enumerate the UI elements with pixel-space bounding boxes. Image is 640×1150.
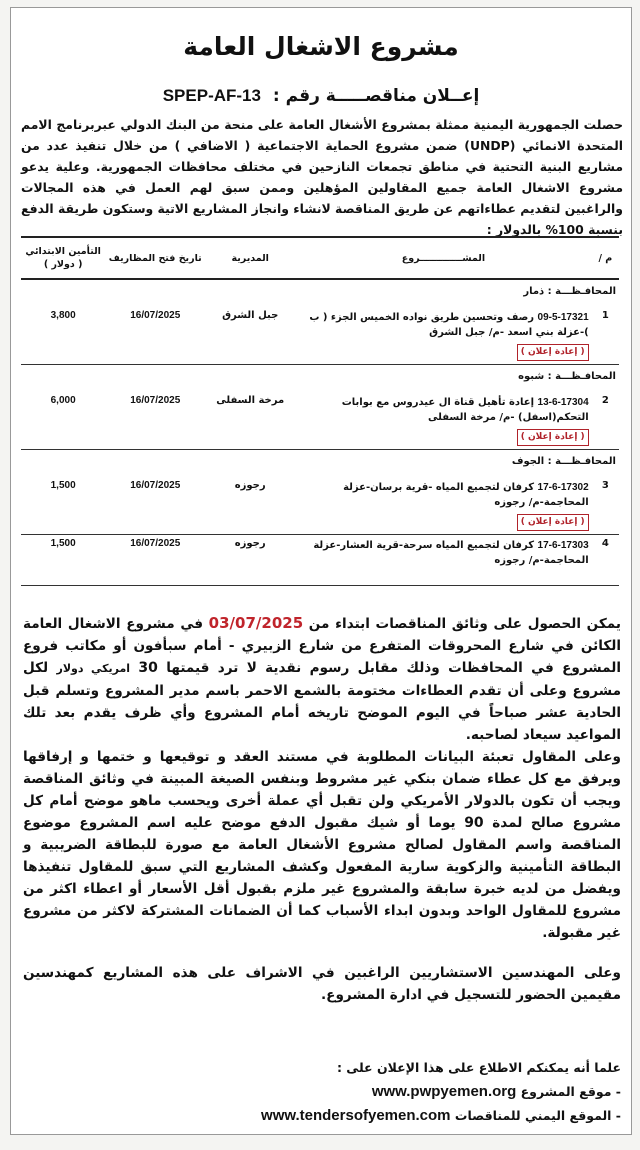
region-row	[21, 365, 619, 393]
region-label: المحافـظـــة : ذمار	[523, 286, 616, 297]
p1-text-c: لكل مشروع وعلى أن تقدم العطاءات مختومة بالشمع الاحمر باسم مدير المشروع وتسلم قبل الحادية عشر صباحاً في اليوم الموضح تاريخه أمام المشروع وأي ظرف يقدم بعد تلك المواعيد سيعاد لصاحبه.	[23, 660, 621, 743]
header-date: تاريخ فتح المظاريف	[105, 237, 205, 279]
project-name: كرفان لتجميع المياه سرحة-قرية العشار-عزلة المحاجمة-م/ رجوزه	[313, 540, 589, 566]
row-project	[295, 392, 592, 450]
link-label: - الموقع اليمني للمناقصات	[454, 1108, 621, 1123]
p1-text-a: يمكن الحصول على وثائق المناقصات ابتداء من	[308, 616, 622, 632]
p1-text-b: في مشروع الاشغال العامة الكائن في شارع المحروقات المتفرع من شارع الزبيري - أمام سبأفون أو مكاتب فروع المشروع في المحافظات وذلك مقابل رسوم نقدية لا ترد قيمتها	[23, 616, 622, 676]
region-row	[21, 279, 619, 307]
header-guarantee: التأمين الابتدائي ( دولار )	[21, 237, 105, 279]
tenders-table	[21, 236, 619, 586]
consultants-paragraph: وعلى المهندسين الاستشاريين الراغبين في الاشراف على هذه المشاريع كمهندسين مقيمين الحضور للتسجيل في ادارة المشروع.	[23, 965, 621, 1003]
page-title: مشروع الاشغال العامة	[183, 32, 459, 61]
table-row	[21, 477, 619, 535]
table-row	[21, 307, 619, 365]
tenders-website-link[interactable]: www.tendersofyemen.com	[261, 1107, 451, 1124]
row-date: 16/07/2025	[105, 477, 205, 535]
guarantee-paragraph	[23, 746, 621, 944]
p2-text-b: يوما أو شيك مقبول الدفع موضح عليه اسم المشروع موضوع المناقصة واسم المقاول لصالح مشروع الأشغال العامة مع صورة للبطاقة الضريبية و البطاقة التأمينية والزكوية سارية المفعول وكشف المشاريع التي سبق للمقاول تنفيذها ويفضل من لديه خبرة سابقة والمشروع غير ملزم بقبول أقل الأسعار أو اعطاء اكثر من مشروع للمقاول الواحد وبدون ابداء الأسباب كما أن الضمانات المشتركة لاكثر من مشروع غير مقبولة.	[23, 815, 621, 941]
project-name: كرفان لتجميع المياه -قرية برسان-عزلة المحاجمة-م/ رجوزه	[343, 482, 589, 508]
row-guarantee: 3,800	[21, 307, 105, 365]
row-date: 16/07/2025	[105, 392, 205, 450]
table-header-row	[21, 237, 619, 279]
reannouncement-badge: ( إعادة إعلان )	[517, 344, 589, 361]
row-directorate: مرخة السفلى	[205, 392, 295, 450]
row-guarantee: 1,500	[21, 477, 105, 535]
row-guarantee: 1,500	[21, 535, 105, 586]
reannouncement-badge: ( إعادة إعلان )	[517, 429, 589, 446]
project-name: إعادة تأهيل قناة ال عيدروس مع بوابات التحكم(اسفل) -م/ مرخة السفلى	[341, 397, 589, 423]
row-directorate: رجوزه	[205, 535, 295, 586]
row-directorate: جبل الشرق	[205, 307, 295, 365]
row-num: 3	[592, 477, 619, 535]
links-intro: علما أنه يمكنكم الاطلاع على هذا الإعلان على :	[336, 1060, 621, 1075]
body-text	[23, 612, 621, 1006]
row-project	[295, 535, 592, 586]
header-project: المشـــــــــــــروع	[295, 237, 592, 279]
row-num: 2	[592, 392, 619, 450]
row-num: 4	[592, 535, 619, 586]
row-num: 1	[592, 307, 619, 365]
fee-currency: امريكي دولار	[56, 662, 131, 675]
header-directorate: المديرية	[205, 237, 295, 279]
p2-text-a: وعلى المقاول تعبئة البيانات المطلوبة في مستند العقد و توقيعها و ختمها و إرفاقها ويرفق مع كل عطاء ضمان بنكي غير مشروط وبنفس الصيغة المبينة في وثائق المناقصة ويجب أن تكون بالدولار الأمريكي ولن تقبل أي عملة أخرى ويحسب ماهو موضح أمام كل مشروع صالح لمدة	[23, 749, 622, 831]
row-project	[295, 307, 592, 365]
links-section	[23, 1056, 621, 1128]
row-date: 16/07/2025	[105, 535, 205, 586]
tender-heading	[11, 86, 631, 106]
validity-days: 90	[464, 815, 484, 831]
header-num: م /	[592, 237, 619, 279]
link-item	[23, 1104, 621, 1128]
row-guarantee: 6,000	[21, 392, 105, 450]
fee-amount: 30	[138, 660, 158, 676]
reannouncement-badge: ( إعادة إعلان )	[517, 514, 589, 531]
announcement-page	[10, 7, 632, 1135]
row-directorate: رجوزه	[205, 477, 295, 535]
region-label: المحافـظـــة : شبوه	[518, 371, 616, 382]
link-item	[23, 1080, 621, 1104]
intro-paragraph: حصلت الجمهورية اليمنية ممثلة بمشروع الأشغال العامة على منحة من البنك الدولي عبربرنامج الامم المتحدة الانمائي (UNDP) ضمن مشروع الحماية الاجتماعية ( الاضافي ) من خلال تنفيذ عدد من مشاريع البنية التحتية في مناطق تجمعات النازحين في مختلف محافظات الجمهورية. وعلية يدعو مشروع الاشغال العامة جميع المقاولين المؤهلين وممن سبق لهم العمل في هذه المجالات والراغبين لتقديم عطاءاتهم عن طريق المناقصة لانشاء وانجاز المشاريع الاتية وستكون طريقة الدفع بنسبة 100% بالدولار :	[21, 117, 623, 237]
project-code: 13-6-17304	[537, 397, 589, 408]
link-label: - موقع المشروع	[520, 1084, 621, 1099]
tender-code: SPEP-AF-13	[162, 86, 261, 105]
region-row	[21, 450, 619, 478]
row-date: 16/07/2025	[105, 307, 205, 365]
table-row	[21, 535, 619, 586]
region-label: المحافـظـــة : الجوف	[511, 456, 616, 467]
table-row	[21, 392, 619, 450]
project-code: 09-5-17321	[537, 312, 589, 323]
docs-start-date: 03/07/2025	[208, 614, 304, 632]
project-code: 17-6-17302	[537, 482, 589, 493]
documents-paragraph	[23, 612, 621, 746]
project-name: رصف وتحسين طريق نواده الخميس الجزء ( ب )-عزلة بني اسعد -م/ جبل الشرق	[309, 312, 589, 338]
project-code: 17-6-17303	[537, 540, 589, 551]
row-project	[295, 477, 592, 535]
project-website-link[interactable]: www.pwpyemen.org	[371, 1083, 517, 1100]
tender-label: إعــلان مناقصـــــة رقم :	[272, 86, 480, 106]
